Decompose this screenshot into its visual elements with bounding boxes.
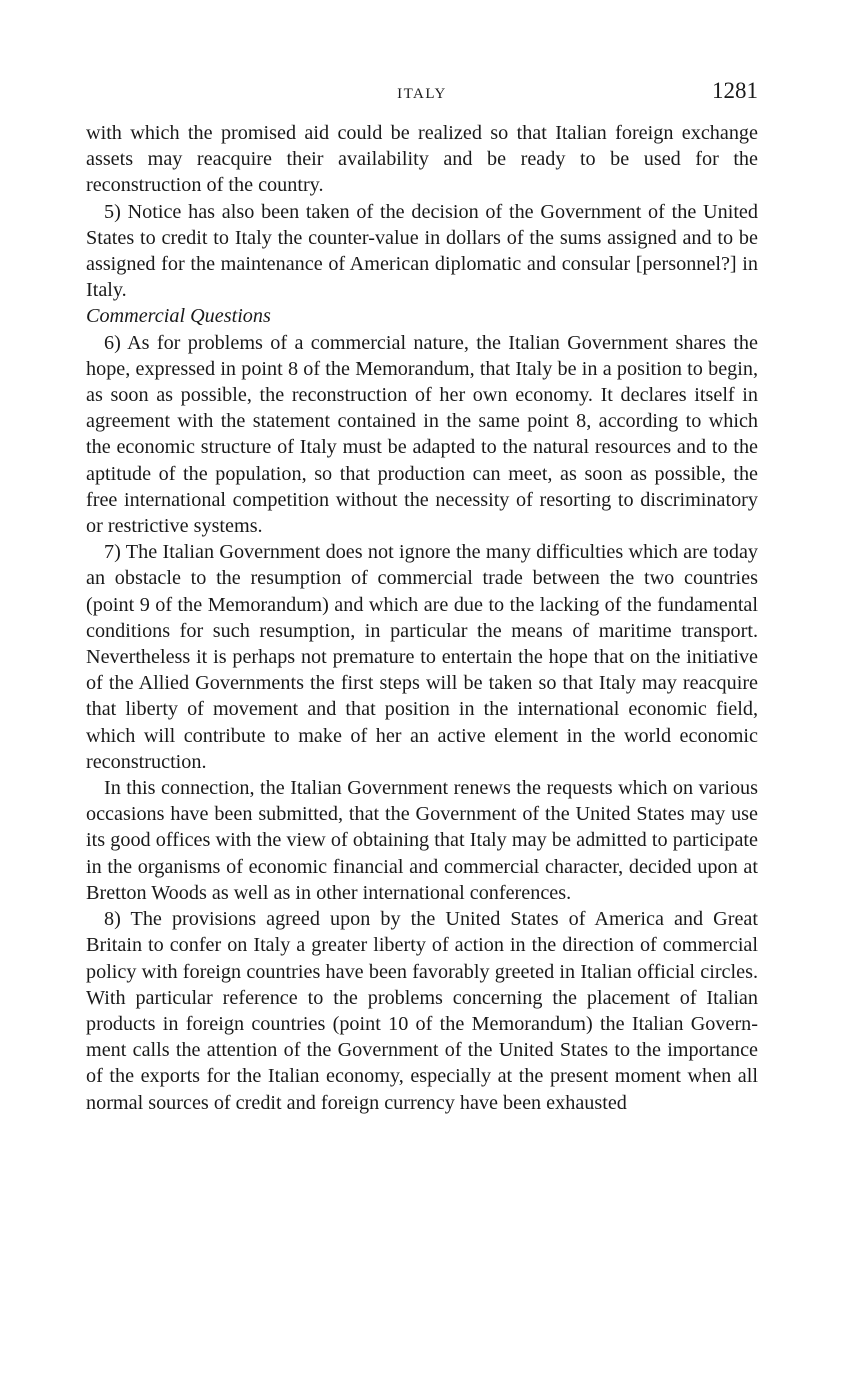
body-text	[86, 120, 758, 1116]
page-number: 1281	[712, 78, 758, 103]
paragraph-5: 5) Notice has also been taken of the decision of the Government of the United States to credit to Italy the counter-value in dollars of the sums assigned and to be assigned for the maintenance of American diplomatic and consular [personnel?] in Italy.	[86, 200, 758, 302]
running-title: ITALY	[397, 86, 447, 102]
section-heading-commercial-questions: Commercial Questions	[86, 305, 271, 328]
paragraph-6: 6) As for problems of a commercial nature, the Italian Government shares the hope, expressed in point 8 of the Memorandum, that Italy be in a position to begin, as soon as possible, the reconstruction of her own economy. It declares itself in agreement with the statement contained in the same point 8, according to which the economic structure of Italy must be adapted to the natural resources and to the aptitude of the population, so that production can meet, as soon as possible, the free international competition without the necessity of resorting to discriminatory or restrictive systems.	[86, 331, 758, 538]
running-head	[86, 78, 758, 108]
document-page	[86, 78, 758, 1116]
paragraph-7-continued: In this connection, the Italian Government renews the requests which on various occasions have been submitted, that the Government of the United States may use its good offices with the view of obtaining that Italy may be admitted to participate in the organisms of economic financial and commercial character, decided upon at Bretton Woods as well as in other international conferences.	[86, 777, 758, 904]
paragraph-7: 7) The Italian Government does not ignore the many difficulties which are today an obstacle to the resumption of commercial trade between the two countries (point 9 of the Memorandum) and which are due to the lacking of the fundamental conditions for such resumption, in particular the means of maritime transport. Nevertheless it is perhaps not premature to entertain the hope that on the initiative of the Allied Governments the first steps will be taken so that Italy may reacquire that liberty of movement and that position in the international economic field, which will contribute to make of her an active element in the world economic reconstruction.	[86, 541, 758, 773]
paragraph-continuation: with which the promised aid could be realized so that Italian foreign exchange assets may reacquire their availability and be ready to be used for the reconstruction of the country.	[86, 122, 758, 197]
paragraph-8: 8) The provisions agreed upon by the United States of America and Great Britain to confer on Italy a greater liberty of action in the direction of commercial policy with foreign countries have been favorably greeted in Italian official circles. With particular reference to the problems concerning the placement of Italian products in foreign countries (point 10 of the Memorandum) the Italian Government calls the attention of the Government of the United States to the importance of the exports for the Italian economy, especially at the present moment when all normal sources of credit and foreign currency have been exhausted	[86, 908, 758, 1114]
